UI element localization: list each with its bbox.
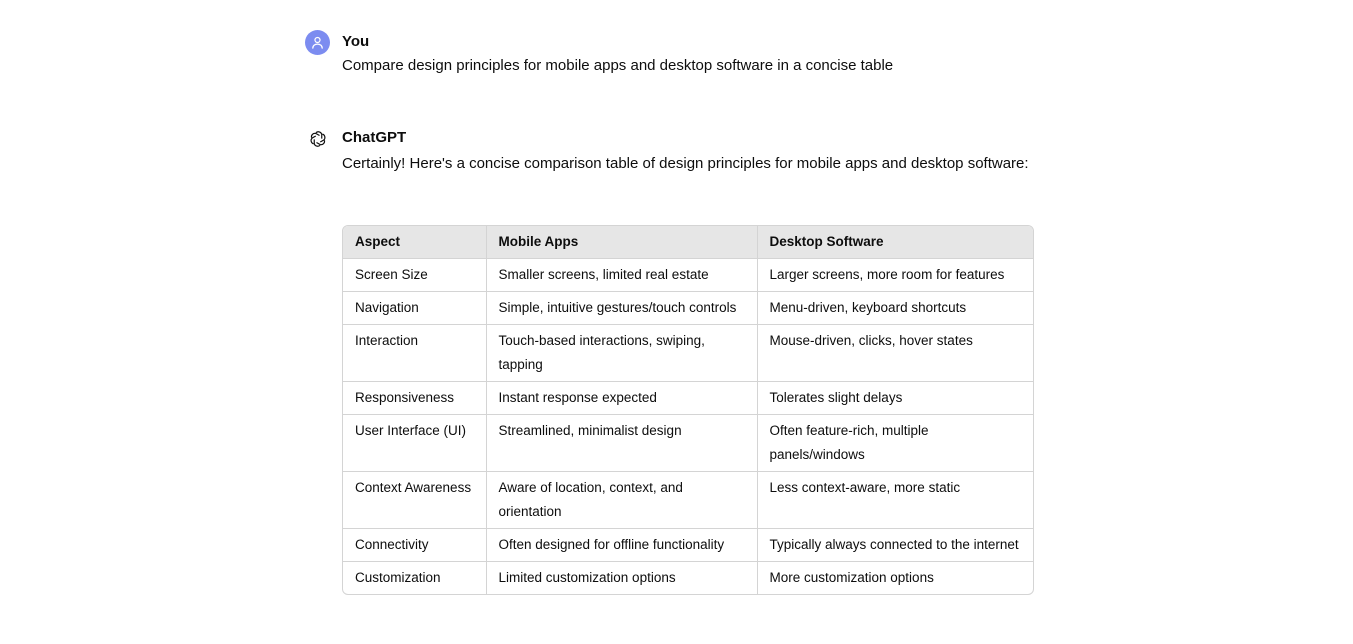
table-cell: Simple, intuitive gestures/touch controls: [486, 292, 757, 325]
table-cell: Less context-aware, more static: [757, 472, 1033, 529]
table-cell: Smaller screens, limited real estate: [486, 259, 757, 292]
table-row: [343, 562, 1033, 595]
comparison-table-wrapper: [342, 225, 1034, 595]
table-cell: Larger screens, more room for features: [769, 267, 1005, 282]
table-row: [343, 292, 1033, 325]
table-row: [343, 472, 1033, 529]
table-cell: Often designed for offline functionality: [486, 529, 757, 562]
table-row: [343, 382, 1033, 415]
table-header-cell: Mobile Apps: [486, 226, 757, 259]
table-header-row: [343, 226, 1033, 259]
comparison-table: [343, 226, 1033, 594]
table-cell: Instant response expected: [486, 382, 757, 415]
table-cell: Connectivity: [343, 529, 486, 562]
table-cell: Menu-driven, keyboard shortcuts: [757, 292, 1033, 325]
table-cell: Often feature-rich, multiple panels/windows: [757, 415, 1033, 472]
table-cell: Streamlined, minimalist design: [486, 415, 757, 472]
user-message-text: Compare design principles for mobile apps and desktop software in a concise table: [342, 57, 894, 74]
assistant-author-name: ChatGPT: [342, 129, 407, 146]
table-cell: Limited customization options: [486, 562, 757, 595]
table-cell: Mouse-driven, clicks, hover states: [757, 325, 1033, 382]
table-cell: Typically always connected to the internet: [757, 529, 1033, 562]
table-cell: User Interface (UI): [343, 415, 486, 472]
table-cell: Aware of location, context, and orientation: [486, 472, 757, 529]
table-header-cell: Desktop Software: [757, 226, 1033, 259]
table-cell: More customization options: [757, 562, 1033, 595]
table-cell: Screen Size: [343, 259, 486, 292]
table-row: [343, 415, 1033, 472]
table-cell: Responsiveness: [343, 382, 486, 415]
openai-logo-icon: [308, 129, 328, 149]
table-cell: Customization: [343, 562, 486, 595]
table-cell: Tolerates slight delays: [757, 382, 1033, 415]
user-icon: [310, 35, 325, 50]
table-cell: Interaction: [343, 325, 486, 382]
assistant-avatar: [305, 126, 330, 151]
table-cell: Touch-based interactions, swiping, tapping: [486, 325, 757, 382]
user-avatar: [305, 30, 330, 55]
table-row: [343, 259, 1033, 292]
user-author-name: You: [342, 33, 370, 50]
table-cell: Navigation: [343, 292, 486, 325]
table-row: [343, 529, 1033, 562]
table-cell: Context Awareness: [343, 472, 486, 529]
table-row: [343, 325, 1033, 382]
table-header-cell: Aspect: [343, 226, 486, 259]
assistant-intro-text: Certainly! Here's a concise comparison table of design principles for mobile apps and desktop software:: [342, 155, 1029, 172]
